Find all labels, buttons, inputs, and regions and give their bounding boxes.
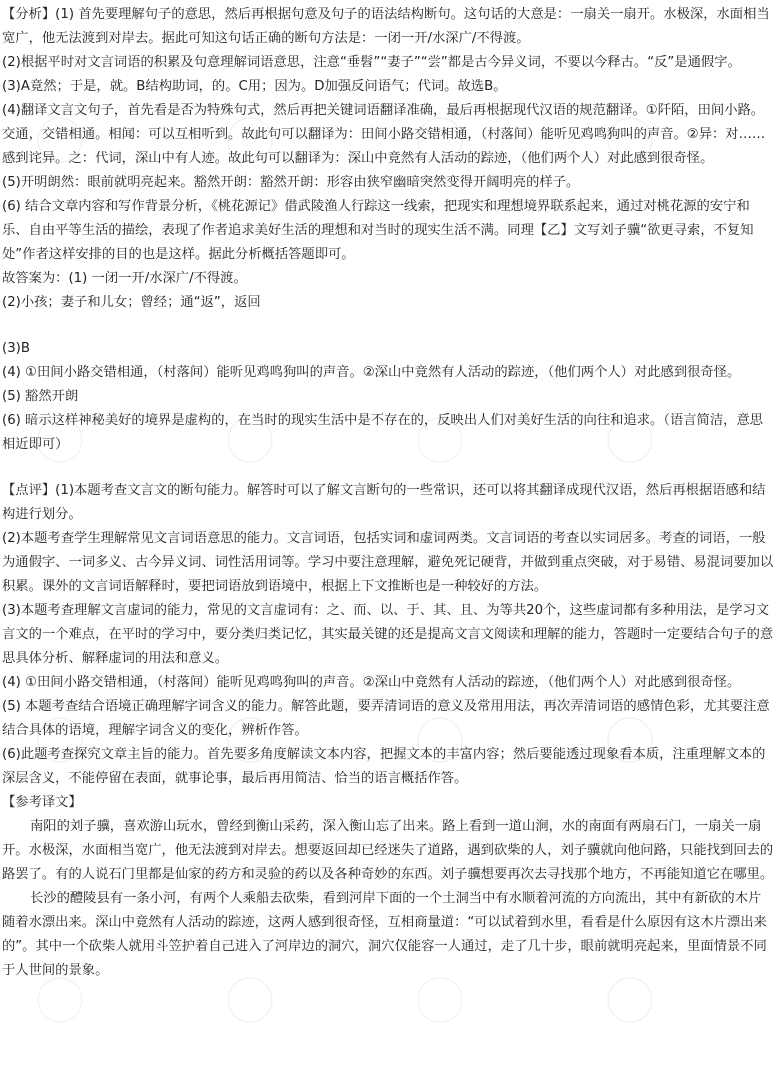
translation-paragraph-1: 南阳的刘子骥，喜欢游山玩水，曾经到衡山采药，深入衡山忘了出来。路上看到一道山涧，水的南面有两扇石门，一扇关一扇开。水极深，水面相当宽广，他无法渡到对岸去。想要返回却已经迷失了道路，遇到砍柴的人，刘子骥就向他问路，只能找到回去的路罢了。有的人说石门里都是仙家的药方和灵验的药以及各种奇妙的东西。刘子骥想要再次去寻找那个地方，不再能知道它在哪里。: [2, 819, 774, 882]
analysis-paragraph-5: (5)开明朗然：眼前就明亮起来。豁然开朗：豁然开朗：形容由狭窄幽暗突然变得开阔明亮的样子。: [2, 175, 580, 190]
spacer: [2, 457, 774, 479]
analysis-paragraph-1: 【分析】(1) 首先要理解句子的意思，然后再根据句意及句子的语法结构断句。这句话的大意是：一扇关一扇开。水极深，水面相当宽广，他无法渡到对岸去。据此可知这句话正确的断句方法是：一闭一开/水深广/不得渡。: [2, 7, 770, 46]
watermark-mark: [418, 978, 462, 1022]
analysis-paragraph-2: (2)根据平时对文言词语的积累及句意理解词语意思，注意“垂髫”“妻子”“尝”都是古今异义词，不要以今释古。“反”是通假字。: [2, 55, 741, 70]
answers-section: [2, 267, 774, 457]
analysis-paragraph-6: (6) 结合文章内容和写作背景分析，《桃花源记》借武陵渔人行踪这一线索，把现实和理想境界联系起来，通过对桃花源的安宁和乐、自由平等生活的描绘，表现了作者追求美好生活的理想和对当时的现实生活不满。同理【乙】文写刘子骥“欲更寻索，不复知处”作者这样安排的目的也是这样。据此分析概括答题即可。: [2, 199, 754, 262]
comment-paragraph-1: 【点评】(1)本题考查文言文的断句能力。解答时可以了解文言断句的一些常识，还可以将其翻译成现代汉语，然后再根据语感和结构进行划分。: [2, 483, 766, 522]
answer-line-4: (4) ①田间小路交错相通，（村落间）能听见鸡鸣狗叫的声音。②深山中竟然有人活动的踪迹，（他们两个人）对此感到很奇怪。: [2, 365, 741, 380]
translation-section: [2, 791, 774, 983]
translation-heading: 【参考译文】: [2, 795, 82, 810]
watermark-mark: [608, 978, 652, 1022]
answer-line-3: (3)B: [2, 341, 30, 356]
answer-line-5: (5) 豁然开朗: [2, 389, 79, 404]
answer-line-2: (2)小孩；妻子和儿女；曾经；通“返”，返回: [2, 295, 261, 310]
watermark-mark: [38, 978, 82, 1022]
analysis-paragraph-3: (3)A竟然；于是，就。B结构助词，的。C用；因为。D加强反问语气；代词。故选B。: [2, 79, 507, 94]
spacer: [2, 315, 774, 337]
comment-paragraph-3: (3)本题考查理解文言虚词的能力，常见的文言虚词有：之、而、以、于、其、且、为等共20个，这些虚词都有多种用法，是学习文言文的一个难点，在平时的学习中，要分类归类记忆，其实最关键的还是提高文言文阅读和理解的能力，答题时一定要结合句子的意思具体分析、解释虚词的用法和意义。: [2, 603, 774, 666]
analysis-paragraph-4: (4)翻译文言文句子，首先看是否为特殊句式，然后再把关键词语翻译准确，最后再根据现代汉语的规范翻译。①阡陌，田间小路。交通，交错相通。相闻：可以互相听到。故此句可以翻译为：田间小路交错相通，（村落间）能听见鸡鸣狗叫的声音。②异：对……感到诧异。之：代词，深山中有人迹。故此句可以翻译为：深山中竟然有人活动的踪迹，（他们两个人）对此感到很奇怪。: [2, 103, 766, 166]
translation-paragraph-2: 长沙的醴陵县有一条小河，有两个人乘船去砍柴，看到河岸下面的一个土洞当中有水顺着河流的方向流出，其中有新砍的木片随着水漂出来。深山中竟然有人活动的踪迹，这两人感到很奇怪，互相商量道：“可以试着到水里，看看是什么原因有这木片漂出来的”。其中一个砍柴人就用斗笠护着自己进入了河岸边的洞穴，洞穴仅能容一人通过，走了几十步，眼前就明亮起来，里面情景不同于人世间的景象。: [2, 891, 767, 978]
comment-paragraph-6: (6)此题考查探究文章主旨的能力。首先要多角度解读文本内容，把握文本的丰富内容；然后要能透过现象看本质，注重理解文本的深层含义，不能停留在表面，就事论事，最后再用简洁、恰当的语言概括作答。: [2, 747, 766, 786]
answer-line-6: (6) 暗示这样神秘美好的境界是虚构的，在当时的现实生活中是不存在的，反映出人们对美好生活的向往和追求。（语言简洁，意思相近即可）: [2, 413, 764, 452]
analysis-section: [2, 3, 774, 267]
answer-line-1: 故答案为：(1) 一闭一开/水深广/不得渡。: [2, 271, 247, 286]
comment-paragraph-4: (4) ①田间小路交错相通，（村落间）能听见鸡鸣狗叫的声音。②深山中竟然有人活动的踪迹，（他们两个人）对此感到很奇怪。: [2, 675, 741, 690]
comments-section: [2, 479, 774, 791]
comment-paragraph-2: (2)本题考查学生理解常见文言词语意思的能力。文言词语，包括实词和虚词两类。文言词语的考查以实词居多。考查的词语，一般为通假字、一词多义、古今异义词、词性活用词等。学习中要注意理解，避免死记硬背，并做到重点突破，对于易错、易混词要加以积累。课外的文言词语解释时，要把词语放到语境中，根据上下文推断也是一种较好的方法。: [2, 531, 774, 594]
comment-paragraph-5: (5) 本题考查结合语境正确理解字词含义的能力。解答此题，要弄清词语的意义及常用用法，再次弄清词语的感情色彩，尤其要注意结合具体的语境，理解字词含义的变化，辨析作答。: [2, 699, 770, 738]
watermark-mark: [228, 978, 272, 1022]
